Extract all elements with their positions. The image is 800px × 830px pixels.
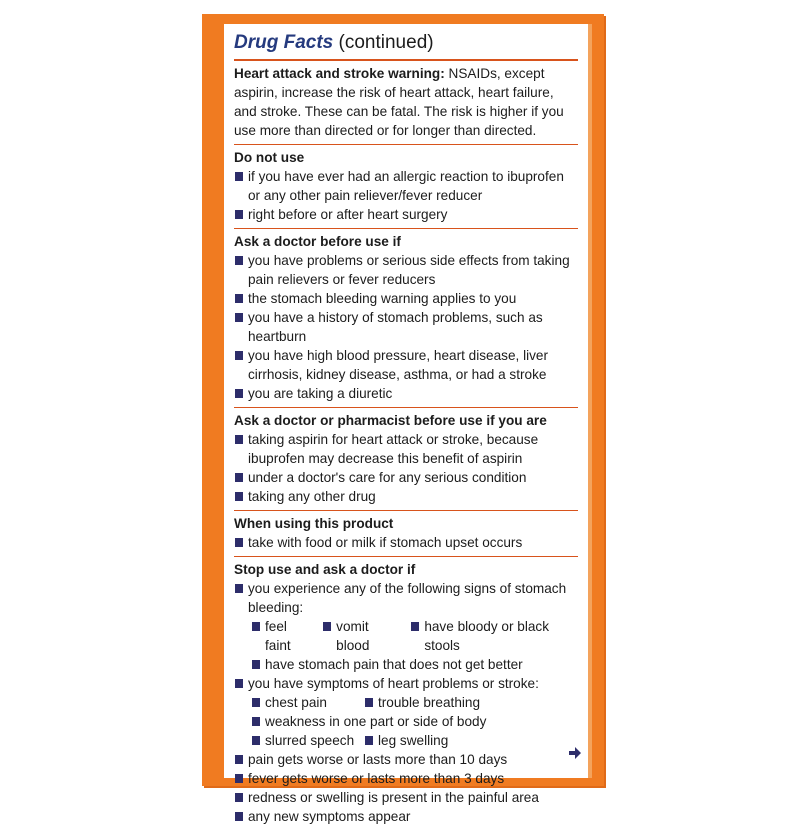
drug-facts-heading: Drug Facts (234, 32, 334, 53)
heart-signs-row (252, 731, 578, 750)
do-not-use-section (234, 145, 578, 229)
list-item: any new symptoms appear (234, 807, 578, 826)
list-item: redness or swelling is present in the painful area (234, 788, 578, 807)
section-heading: Stop use and ask a doctor if (234, 562, 416, 577)
list-item: the stomach bleeding warning applies to you (234, 289, 578, 308)
sign-item: slurred speech (252, 731, 365, 750)
sign-item: have bloody or black stools (411, 617, 578, 655)
bleeding-signs-row (252, 655, 578, 674)
heart-warning-text: NSAIDs, except aspirin, increase the risk of heart attack, heart failure, and stroke. These can be fatal. The risk is higher if you use more than directed or for longer than directed. (234, 66, 564, 138)
ask-pharmacist-section (234, 408, 578, 511)
bleeding-signs-row (252, 617, 578, 655)
sign-item: vomit blood (323, 617, 401, 655)
list-item: you have problems or serious side effects from taking pain relievers or fever reducers (234, 251, 578, 289)
section-heading: Ask a doctor before use if (234, 234, 401, 249)
heart-warning-section (234, 61, 578, 145)
list-item: you have symptoms of heart problems or stroke: (234, 674, 578, 693)
list-item: you have high blood pressure, heart disease, liver cirrhosis, kidney disease, asthma, or had a stroke (234, 346, 578, 384)
heart-signs-row (252, 693, 578, 712)
section-heading: Do not use (234, 150, 305, 165)
list-item: you are taking a diuretic (234, 384, 578, 403)
when-using-section (234, 511, 578, 557)
list-item: taking any other drug (234, 487, 578, 506)
heart-warning-heading: Heart attack and stroke warning: (234, 66, 445, 81)
sign-item: weakness in one part or side of body (252, 712, 486, 731)
list-item: taking aspirin for heart attack or stroke, because ibuprofen may decrease this benefit of aspirin (234, 430, 578, 468)
section-heading: Ask a doctor or pharmacist before use if you are (234, 413, 547, 428)
continued-label: (continued) (333, 32, 434, 53)
arrow-right-icon (568, 746, 582, 760)
list-item: if you have ever had an allergic reaction to ibuprofen or any other pain reliever/fever reducer (234, 167, 578, 205)
section-heading: When using this product (234, 516, 394, 531)
list-item: take with food or milk if stomach upset occurs (234, 533, 578, 552)
list-item: pain gets worse or lasts more than 10 days (234, 750, 578, 769)
drug-facts-panel (224, 24, 592, 824)
list-item: fever gets worse or lasts more than 3 days (234, 769, 578, 788)
list-item: you experience any of the following signs of stomach bleeding: (234, 579, 578, 617)
ask-doctor-section (234, 229, 578, 408)
sign-item: have stomach pain that does not get better (252, 655, 523, 674)
heart-signs-row (252, 712, 578, 731)
sign-item: chest pain (252, 693, 365, 712)
list-item: under a doctor's care for any serious condition (234, 468, 578, 487)
sign-item: leg swelling (365, 731, 448, 750)
list-item: right before or after heart surgery (234, 205, 578, 224)
stop-use-section (234, 557, 578, 830)
panel-title (234, 30, 578, 61)
list-item: you have a history of stomach problems, such as heartburn (234, 308, 578, 346)
sign-item: trouble breathing (365, 693, 480, 712)
sign-item: feel faint (252, 617, 313, 655)
